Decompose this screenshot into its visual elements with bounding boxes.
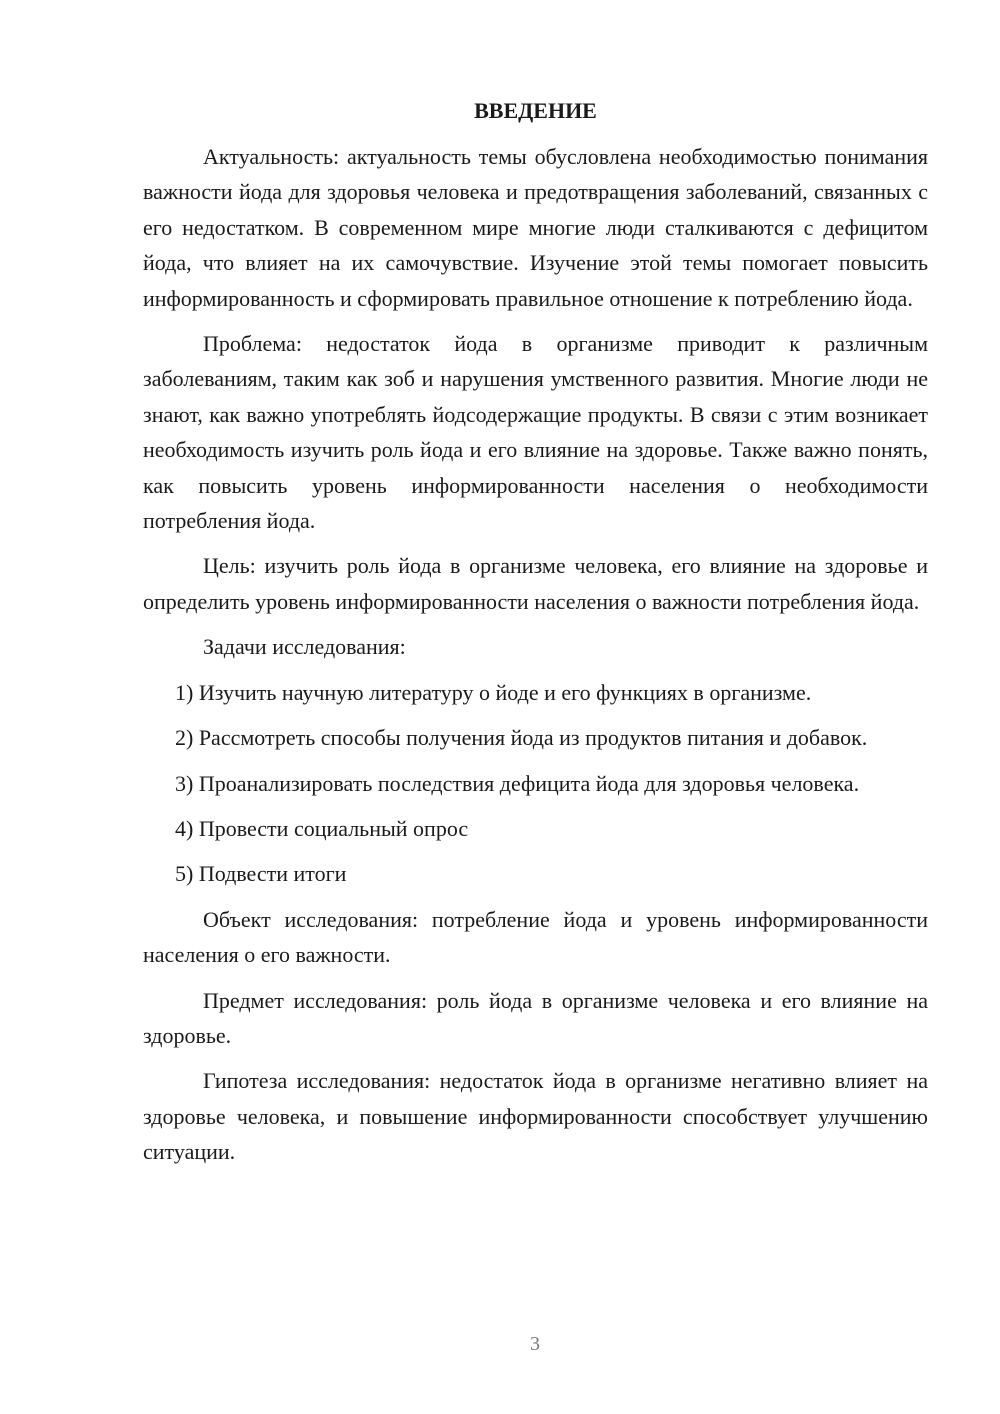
task-item-5: 5) Подвести итоги (175, 861, 347, 887)
task-item-3: 3) Проанализировать последствия дефицита йода для здоровья человека. (175, 770, 860, 796)
paragraph-subject: Предмет исследования: роль йода в организме человека и его влияние на здоровье. (143, 987, 928, 1048)
task-item-4: 4) Провести социальный опрос (175, 815, 469, 841)
paragraph-tasks-heading: Задачи исследования: (203, 634, 406, 660)
page-title: ВВЕДЕНИЕ (474, 98, 597, 123)
task-item-1: 1) Изучить научную литературу о йоде и его функциях в организме. (175, 679, 812, 705)
paragraph-relevance: Актуальность: актуальность темы обусловлена необходимостью понимания важности йода для здоровья человека и предотвращения заболеваний, связанных с его недостатком. В современном мире многие люди сталкиваются с дефицитом йода, что влияет на их самочувствие. Изучение этой темы помогает повысить информированность и сформировать правильное отношение к потреблению йода. (143, 144, 928, 311)
paragraph-hypothesis: Гипотеза исследования: недостаток йода в организме негативно влияет на здоровье человека, и повышение информированности способствует улучшению ситуации. (143, 1068, 928, 1165)
paragraph-problem: Проблема: недостаток йода в организме приводит к различным заболеваниям, таким как зоб и нарушения умственного развития. Многие люди не знают, как важно употреблять йодсодержащие продукты. В связи с этим возникает необходимость изучить роль йода и его влияние на здоровье. Также важно понять, как повысить уровень информированности населения о необходимости потребления йода. (143, 331, 928, 534)
paragraph-object: Объект исследования: потребление йода и уровень информированности населения о его важности. (143, 906, 928, 968)
task-item-2: 2) Рассмотреть способы получения йода из продуктов питания и добавок. (175, 725, 868, 751)
page-number: 3 (530, 1333, 540, 1355)
document-page (143, 95, 928, 1180)
paragraph-goal: Цель: изучить роль йода в организме человека, его влияние на здоровье и определить уровень информированности населения о важности потребления йода. (143, 553, 928, 614)
